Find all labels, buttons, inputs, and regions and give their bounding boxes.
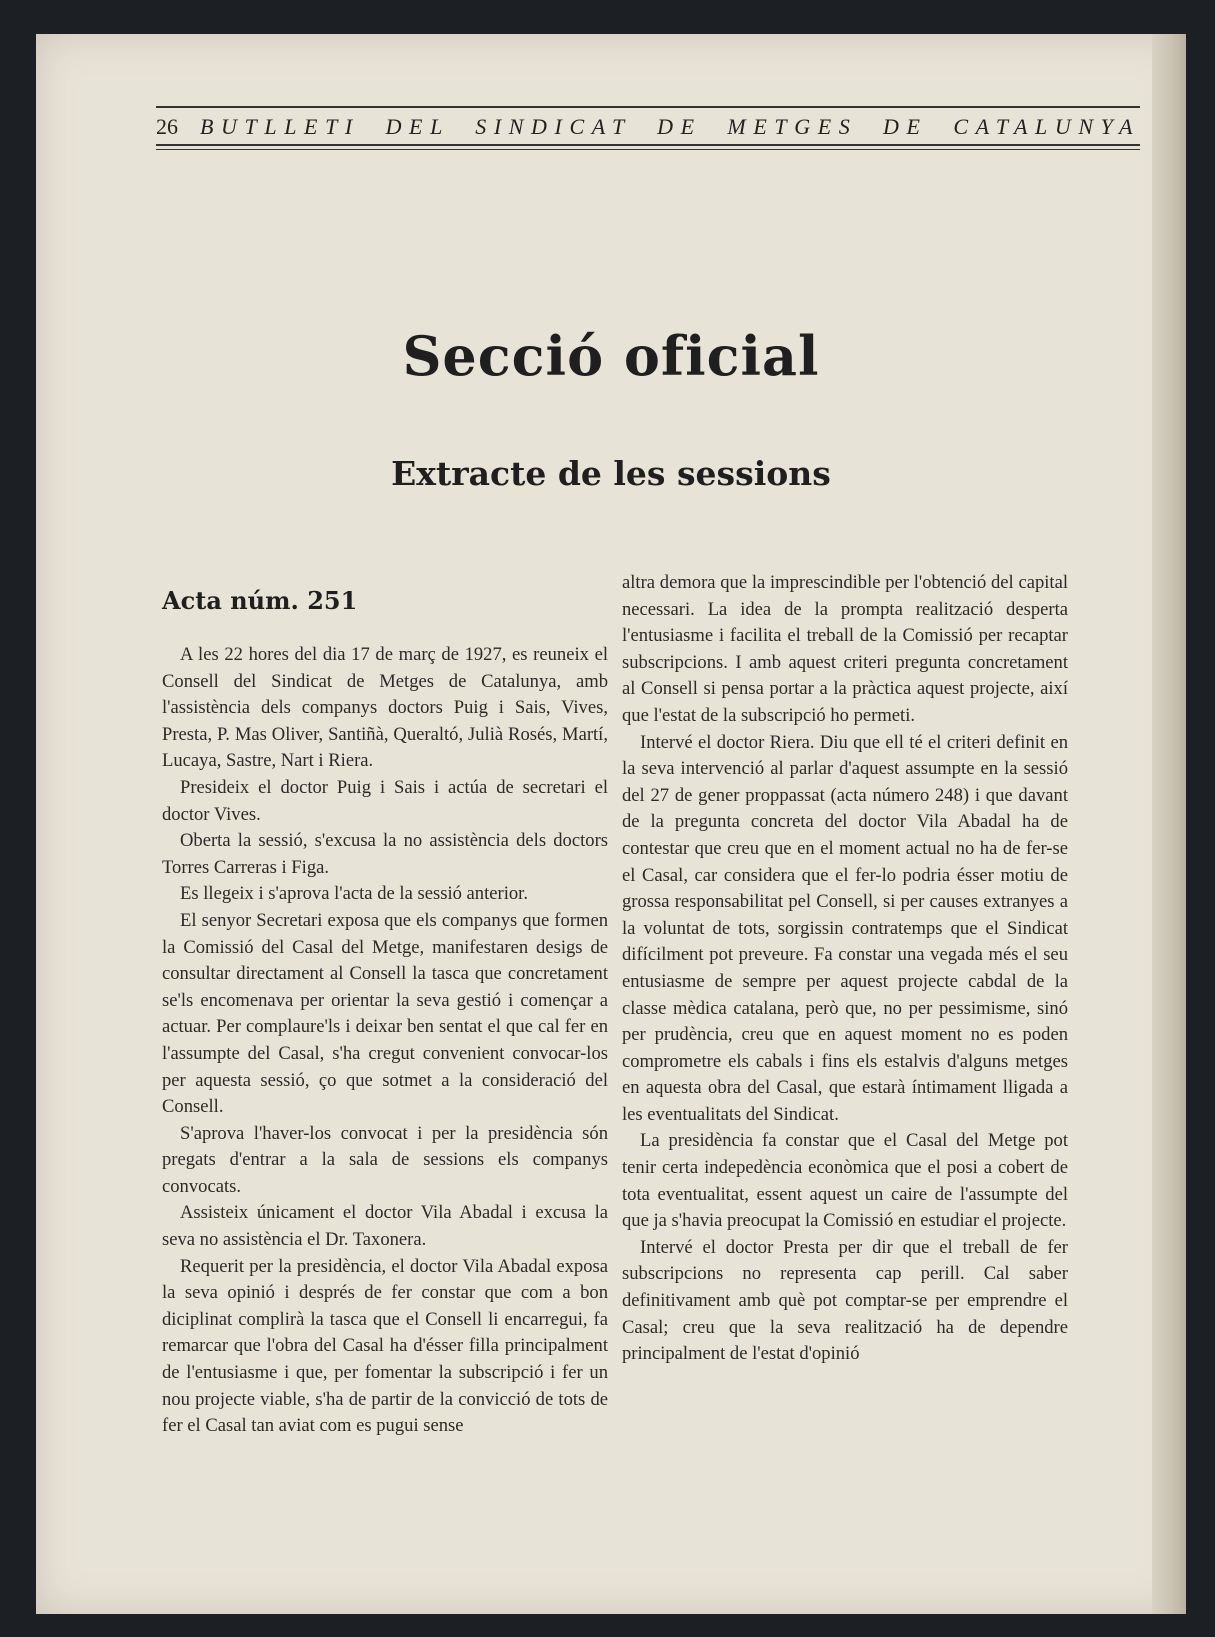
page-number: 26: [156, 114, 178, 139]
header-bottom-rule: [156, 144, 1140, 146]
paragraph: Oberta la sessió, s'excusa la no assistència dels doctors Torres Carreras i Figa.: [162, 830, 608, 878]
right-column: [622, 570, 1068, 1368]
paragraph: altra demora que la imprescindible per l'obtenció del capital necessari. La idea de la prompta realització desperta l'entusiasme i facilita el treball de la Comissió per recaptar subscripcions. I amb aquest criteri pregunta concretament al Consell si pensa portar a la pràctica aquest projecte, així que l'estat de la subscripció ho permeti.: [622, 572, 1068, 726]
paragraph: El senyor Secretari exposa que els companys que formen la Comissió del Casal del Metge, manifestaren desigs de consultar directament al Consell la tasca que concretament se'ls encomenava per orientar la seva gestió i començar a actuar. Per complaure'ls i deixar ben sentat el que cal fer en l'assumpte del Casal, s'ha cregut convenient convocar-los per aquesta sessió, ço que sotmet a la consideració del Consell.: [162, 909, 608, 1118]
running-header: [156, 106, 1140, 150]
paragraph: La presidència fa constar que el Casal del Metge pot tenir certa indepedència econòmica que el posi a cobert de tota eventualitat, essent aquest un caire de l'assumpte del que ja s'havia preocupat la Comissió en estudiar el projecte.: [622, 1130, 1068, 1232]
paragraph: Requerit per la presidència, el doctor Vila Abadal exposa la seva opinió i després de fer constar que com a bon diciplinat complirà la tasca que el Consell li encarregui, fa remarcar que l'obra del Casal ha d'ésser filla principalment de l'entusiasme i que, per fomentar la subscripció i fer un nou projecte viable, s'ha de partir de la convicció de tots de fer el Casal tan aviat com es pugui sense: [162, 1255, 608, 1437]
paragraph: A les 22 hores del dia 17 de març de 1927, es reuneix el Consell del Sindicat de Metges de Catalunya, amb l'assistència dels companys doctors Puig i Sais, Vives, Presta, P. Mas Oliver, Santiñà, Queraltó, Julià Rosés, Martí, Lucaya, Sastre, Nart i Riera.: [162, 644, 608, 772]
acta-heading: Acta núm. 251: [162, 586, 358, 615]
paragraph: Assisteix únicament el doctor Vila Abadal i excusa la seva no assistència el Dr. Taxonera.: [162, 1202, 608, 1251]
paragraph: Es llegeix i s'aprova l'acta de la sessió anterior.: [180, 883, 528, 905]
header-bottom-rule-thin: [156, 149, 1140, 150]
sub-title: Extracte de les sessions: [391, 454, 831, 493]
header-line: [156, 108, 1140, 144]
page: [36, 34, 1186, 1614]
paragraph: Intervé el doctor Riera. Diu que ell té el criteri definit en la seva intervenció al parlar d'aquest assumpte en la sessió del 27 de gener proppassat (acta número 248) i que davant de la pregunta concreta del doctor Vila Abadal ha de contestar que creu que en el moment actual no ha de fer-se el Casal, car considera que el fer-lo podria ésser motiu de grossa responsabilitat pel Consell, si per causes extranyes a la voluntat de tots, sorgissin contratemps que el Sindicat difícilment pot preveure. Fa constar una vegada més el seu entusiasme de sempre per aquest projecte cabdal de la classe mèdica catalana, però que, no per pessimisme, sinó per prudència, creu que en aquest moment no es poden comprometre els cabals i fins els estalvis d'alguns metges en aquesta obra del Casal, que estarà íntimament lligada a les eventualitats del Sindicat.: [622, 731, 1068, 1125]
page-edge: [1152, 34, 1186, 1614]
left-column: [162, 574, 608, 1440]
paragraph: Intervé el doctor Presta per dir que el treball de fer subscripcions no representa cap perill. Cal saber definitivament amb què pot comptar-se per emprendre el Casal; creu que la seva realització ha de dependre principalment de l'estat d'opinió: [622, 1236, 1068, 1365]
section-title: Secció oficial: [402, 324, 820, 388]
running-title: BUTLLETI DEL SINDICAT DE METGES DE CATALUNYA: [200, 114, 1140, 139]
paragraph: S'aprova l'haver-los convocat i per la presidència són pregats d'entrar a la sala de sessions els companys convocats.: [162, 1122, 608, 1197]
paragraph: Presideix el doctor Puig i Sais i actúa de secretari el doctor Vives.: [162, 776, 608, 825]
